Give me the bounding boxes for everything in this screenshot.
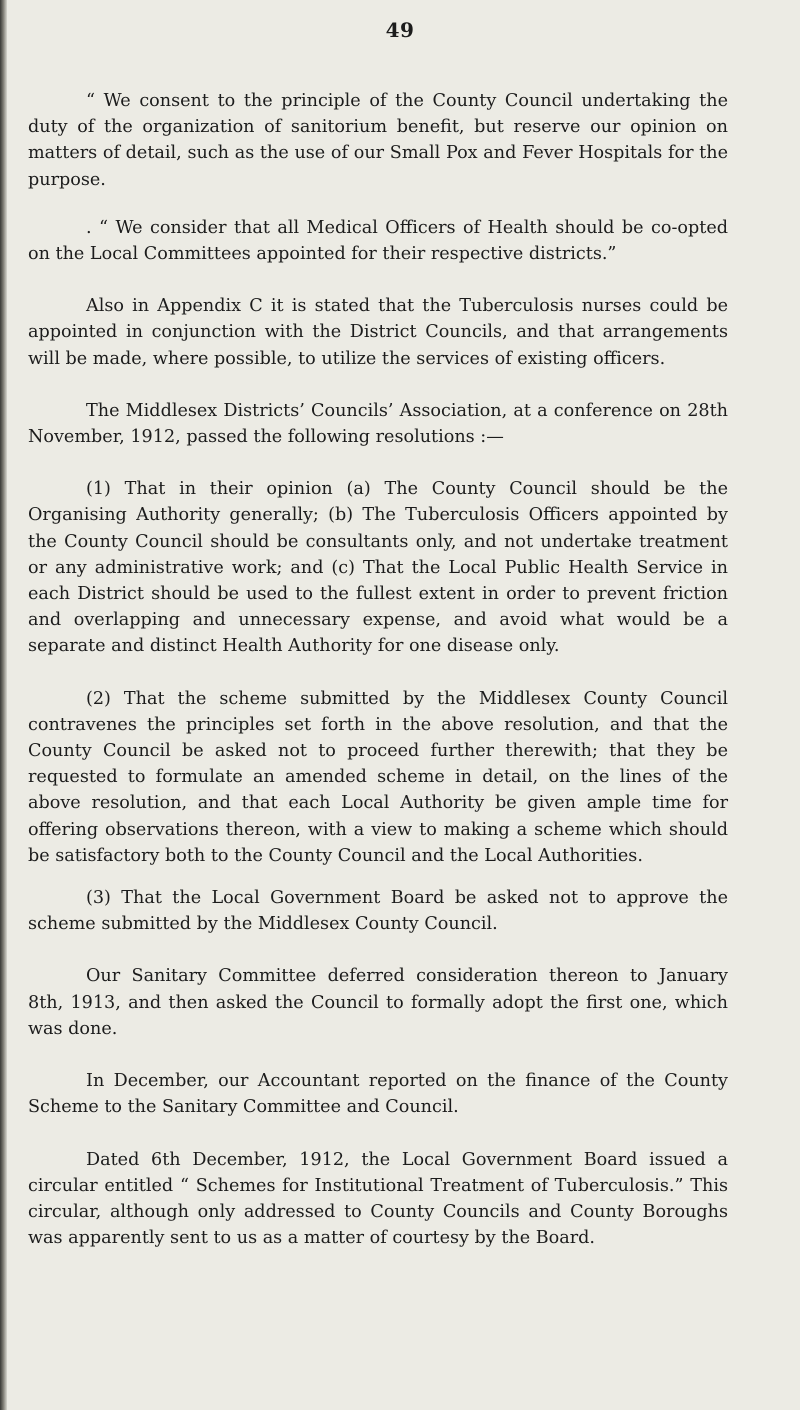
paragraph-resolution-1: (1) That in their opinion (a) The County Council should be the Organising Authority generally; (b) The Tuberculosis Officers appointed by the County Council should be consultants only, and not undertake treatment or any administrative work; and (c) That the Local Public Health Service in each District should be used to the fullest extent in order to prevent friction and overlapping and unnecessary expense, and avoid what would be a separate and distinct Health Authority for one disease only. [28,479,728,657]
paragraph-lgb-circular: Dated 6th December, 1912, the Local Government Board issued a circular entitled “ Schemes for Institutional Treatment of Tuberculosis.” This circular, although only addressed to County Councils and County Boroughs was apparently sent to us as a matter of courtesy by the Board. [28,1149,728,1249]
paragraph-resolution-2: (2) That the scheme submitted by the Middlesex County Council contravenes the principles set forth in the above resolution, and that the County Council be asked not to proceed further therewith; that they be requested to formulate an amended scheme in detail, on the lines of the above resolution, and that each Local Authority be given ample time for offering observations thereon, with a view to making a scheme which should be satisfactory both to the County Council and the Local Authorities. [28,688,728,866]
paragraph-accountant-report: In December, our Accountant reported on the finance of the County Scheme to the Sanitary Committee and Council. [28,1071,728,1118]
page-number: 49 [385,18,415,42]
body-text [28,88,728,1251]
paragraph-sanitary-committee: Our Sanitary Committee deferred consideration thereon to January 8th, 1913, and then asked the Council to formally adopt the first one, which was done. [28,966,728,1039]
paragraph-association-conference: The Middlesex Districts’ Councils’ Association, at a conference on 28th November, 1912, passed the following resolutions :— [28,400,728,448]
paragraph-resolution-3: (3) That the Local Government Board be asked not to approve the scheme submitted by the Middlesex County Council. [28,888,728,935]
paragraph-medical-officers-quote: . “ We consider that all Medical Officers of Health should be co-opted on the Local Committees appointed for their respective districts.” [28,217,728,265]
page-edge-shadow [0,0,7,1410]
paragraph-appendix-c: Also in Appendix C it is stated that the Tuberculosis nurses could be appointed in conjunction with the District Councils, and that arrangements will be made, where possible, to utilize the services of existing officers. [28,296,728,369]
paragraph-consent-quote: “ We consent to the principle of the County Council undertaking the duty of the organization of sanitorium benefit, but reserve our opinion on matters of detail, such as the use of our Small Pox and Fever Hospitals for the purpose. [28,91,728,190]
